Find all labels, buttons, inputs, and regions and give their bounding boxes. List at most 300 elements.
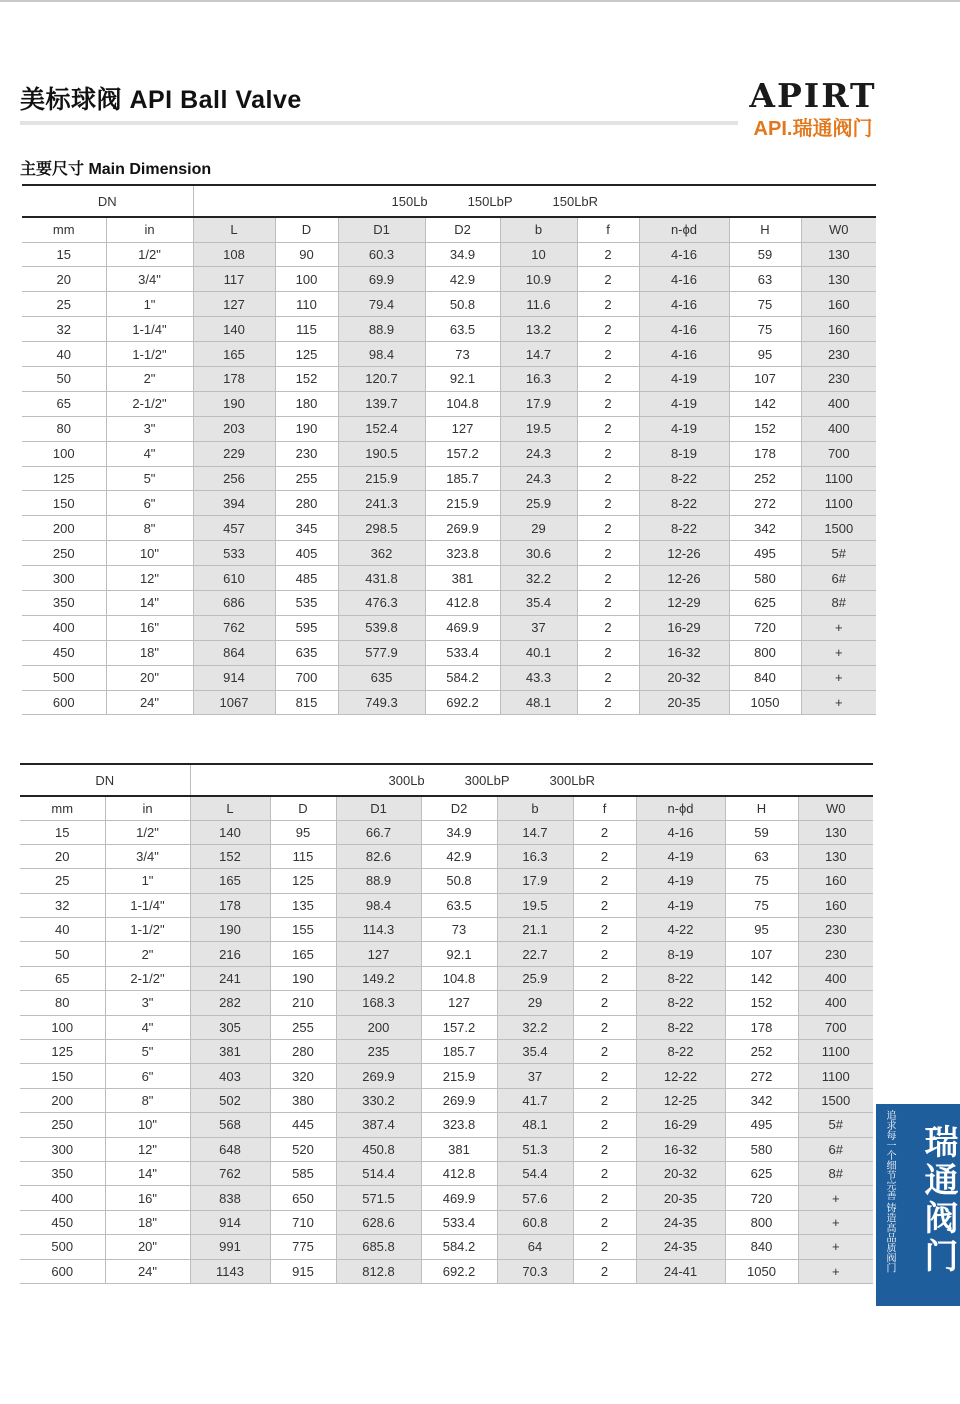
table-cell: 8" [106, 516, 193, 541]
table-cell: 12-25 [636, 1088, 725, 1112]
table-cell: 577.9 [338, 640, 425, 665]
section-title: 主要尺寸 Main Dimension [20, 161, 212, 178]
column-header: in [105, 796, 190, 820]
table-cell: 57.6 [497, 1186, 573, 1210]
column-header: mm [20, 796, 105, 820]
table-row [22, 516, 876, 541]
table-cell: 48.1 [497, 1113, 573, 1137]
dn-header: DN [22, 185, 193, 217]
table-cell: 70.3 [497, 1259, 573, 1283]
pressure-class-label: 300Lb [388, 772, 425, 788]
column-header: n-ϕd [639, 217, 729, 242]
table-cell: 190 [270, 966, 336, 990]
table-cell: 2 [577, 615, 639, 640]
pressure-class-label: 150Lb [391, 193, 428, 209]
table-cell: 125 [275, 342, 338, 367]
table-cell: 762 [190, 1161, 270, 1185]
table-cell: 2 [573, 991, 636, 1015]
table-cell: 210 [270, 991, 336, 1015]
table-cell: 4" [106, 441, 193, 466]
table-cell: 250 [22, 541, 106, 566]
table-cell: 108 [193, 242, 275, 267]
table-cell: 12" [106, 566, 193, 591]
table-cell: 190 [190, 918, 270, 942]
table-cell: 139.7 [338, 391, 425, 416]
table-cell: 19.5 [500, 416, 577, 441]
table-cell: 80 [20, 991, 105, 1015]
table-cell: 120.7 [338, 366, 425, 391]
table-cell: 155 [270, 918, 336, 942]
table-cell: 127 [425, 416, 500, 441]
table-cell: 585 [270, 1161, 336, 1185]
table-cell: 3" [105, 991, 190, 1015]
table-cell: 2" [106, 366, 193, 391]
table-cell: 64 [497, 1235, 573, 1259]
table-cell: 104.8 [421, 966, 497, 990]
table-cell: 107 [729, 366, 801, 391]
table-cell: 255 [275, 466, 338, 491]
table-cell: 230 [275, 441, 338, 466]
table-cell: 635 [338, 665, 425, 690]
table-cell: 815 [275, 690, 338, 715]
table-cell: 157.2 [421, 1015, 497, 1039]
table-cell: 1500 [798, 1088, 873, 1112]
table-cell: 533.4 [425, 640, 500, 665]
table-cell: 1100 [801, 491, 876, 516]
table-cell: 230 [798, 918, 873, 942]
table-cell: 90 [275, 242, 338, 267]
table-cell: 571.5 [336, 1186, 421, 1210]
table-cell: 63.5 [421, 893, 497, 917]
table-cell: 20" [105, 1235, 190, 1259]
table-cell: 3/4" [106, 267, 193, 292]
table-row [20, 1137, 873, 1161]
column-header: n-ϕd [636, 796, 725, 820]
table-cell: 29 [497, 991, 573, 1015]
column-header: f [577, 217, 639, 242]
table-cell: 50.8 [421, 869, 497, 893]
table-cell: 160 [801, 292, 876, 317]
table-cell: 2 [577, 690, 639, 715]
table-cell: 838 [190, 1186, 270, 1210]
title-underline [20, 121, 738, 125]
column-header: W0 [801, 217, 876, 242]
column-header: H [729, 217, 801, 242]
table-cell: 29 [500, 516, 577, 541]
table-cell: 215.9 [421, 1064, 497, 1088]
table-cell: + [801, 640, 876, 665]
table-cell: 12" [105, 1137, 190, 1161]
table-cell: 140 [190, 820, 270, 844]
column-header: mm [22, 217, 106, 242]
table-cell: 42.9 [425, 267, 500, 292]
table-cell: 73 [425, 342, 500, 367]
table-cell: 75 [729, 292, 801, 317]
top-rule [0, 0, 960, 2]
pressure-class-header [190, 764, 873, 796]
table-cell: 685.8 [336, 1235, 421, 1259]
table-cell: 800 [725, 1210, 798, 1234]
table-cell: 1500 [801, 516, 876, 541]
table-cell: 269.9 [421, 1088, 497, 1112]
table-cell: 514.4 [336, 1161, 421, 1185]
table-cell: 125 [20, 1040, 105, 1064]
table-cell: 200 [336, 1015, 421, 1039]
table-header-row [20, 764, 873, 796]
table-cell: 1-1/4" [105, 893, 190, 917]
table-cell: 14.7 [500, 342, 577, 367]
table-cell: 14" [106, 590, 193, 615]
table-cell: 403 [190, 1064, 270, 1088]
table-cell: 323.8 [421, 1113, 497, 1137]
table-cell: 88.9 [336, 869, 421, 893]
table-cell: 66.7 [336, 820, 421, 844]
table-cell: 2" [105, 942, 190, 966]
table-cell: 533.4 [421, 1210, 497, 1234]
table-cell: 650 [270, 1186, 336, 1210]
table-cell: 5# [801, 541, 876, 566]
table-row [22, 441, 876, 466]
table-cell: 342 [729, 516, 801, 541]
logo-subtitle: API.瑞通阀门 [753, 118, 873, 140]
table-cell: 250 [20, 1113, 105, 1137]
table-cell: 6# [801, 566, 876, 591]
table-cell: 60.8 [497, 1210, 573, 1234]
column-header: f [573, 796, 636, 820]
table-cell: 203 [193, 416, 275, 441]
table-cell: 185.7 [425, 466, 500, 491]
table-cell: 812.8 [336, 1259, 421, 1283]
table-cell: 2 [573, 1235, 636, 1259]
table-cell: 43.3 [500, 665, 577, 690]
table-cell: 533 [193, 541, 275, 566]
table-row [20, 1113, 873, 1137]
table-cell: 14" [105, 1161, 190, 1185]
table-cell: 165 [190, 869, 270, 893]
table-cell: 152 [725, 991, 798, 1015]
pressure-class-label: 150LbR [552, 193, 599, 209]
table-cell: 1067 [193, 690, 275, 715]
table-cell: 80 [22, 416, 106, 441]
table-cell: 2 [573, 869, 636, 893]
table-cell: 40.1 [500, 640, 577, 665]
table-cell: 20 [20, 844, 105, 868]
table-cell: 215.9 [338, 466, 425, 491]
side-brand-tab [876, 1104, 960, 1306]
table-cell: 445 [270, 1113, 336, 1137]
table-cell: 2 [577, 665, 639, 690]
table-cell: 2 [577, 317, 639, 342]
table-cell: 63.5 [425, 317, 500, 342]
pressure-class-header [193, 185, 876, 217]
table-cell: 4-16 [639, 342, 729, 367]
table-cell: 485 [275, 566, 338, 591]
table-cell: 8-22 [636, 966, 725, 990]
table-cell: 25.9 [497, 966, 573, 990]
table-cell: 4-19 [636, 893, 725, 917]
column-header: D1 [338, 217, 425, 242]
table-cell: 600 [20, 1259, 105, 1283]
table-cell: 2 [577, 242, 639, 267]
table-cell: 178 [729, 441, 801, 466]
table-cell: 92.1 [425, 366, 500, 391]
table-cell: 117 [193, 267, 275, 292]
table-cell: 100 [20, 1015, 105, 1039]
table-cell: 4" [105, 1015, 190, 1039]
table-cell: 59 [729, 242, 801, 267]
table-cell: 150 [22, 491, 106, 516]
table-cell: 21.1 [497, 918, 573, 942]
table-cell: 2 [573, 1161, 636, 1185]
table-cell: 345 [275, 516, 338, 541]
table-cell: 298.5 [338, 516, 425, 541]
table-cell: 16-32 [636, 1137, 725, 1161]
table-row [20, 966, 873, 990]
column-header-row [22, 217, 876, 242]
table-cell: 280 [275, 491, 338, 516]
table-cell: 2 [577, 391, 639, 416]
table-cell: 387.4 [336, 1113, 421, 1137]
side-slogan: 追求每一个细节完善 铸造高品质阀门 [884, 1110, 895, 1273]
table-header-row [22, 185, 876, 217]
table-cell: 40 [22, 342, 106, 367]
table-cell: 8-22 [636, 991, 725, 1015]
table-cell: 157.2 [425, 441, 500, 466]
table-cell: 1050 [729, 690, 801, 715]
table-cell: 20-32 [639, 665, 729, 690]
table-cell: 469.9 [425, 615, 500, 640]
table-cell: 12-29 [639, 590, 729, 615]
table-cell: + [801, 665, 876, 690]
table-cell: 8-19 [639, 441, 729, 466]
table-cell: 24" [106, 690, 193, 715]
table-cell: 12-22 [636, 1064, 725, 1088]
table-cell: 1/2" [106, 242, 193, 267]
table-cell: 190 [275, 416, 338, 441]
table-row [20, 991, 873, 1015]
table-cell: + [798, 1210, 873, 1234]
table-cell: 229 [193, 441, 275, 466]
table-cell: 342 [725, 1088, 798, 1112]
pressure-class-label: 300LbP [464, 772, 510, 788]
table-cell: 450.8 [336, 1137, 421, 1161]
table-cell: 4-16 [636, 820, 725, 844]
table-row [20, 1015, 873, 1039]
table-cell: 60.3 [338, 242, 425, 267]
table-cell: 168.3 [336, 991, 421, 1015]
table-cell: 88.9 [338, 317, 425, 342]
table-cell: 584.2 [425, 665, 500, 690]
table-cell: 73 [421, 918, 497, 942]
table-cell: 2-1/2" [106, 391, 193, 416]
table-cell: 400 [801, 391, 876, 416]
column-header: D2 [421, 796, 497, 820]
table-cell: 22.7 [497, 942, 573, 966]
table-cell: 8-22 [639, 466, 729, 491]
table-cell: 2 [577, 590, 639, 615]
table-cell: 2 [577, 491, 639, 516]
table-cell: 5" [105, 1040, 190, 1064]
table-row [20, 918, 873, 942]
table-row [22, 292, 876, 317]
table-cell: 165 [193, 342, 275, 367]
table-cell: 269.9 [425, 516, 500, 541]
table-cell: 700 [798, 1015, 873, 1039]
table-cell: 3" [106, 416, 193, 441]
table-cell: 12-26 [639, 566, 729, 591]
table-row [20, 1235, 873, 1259]
column-header: D1 [336, 796, 421, 820]
table-cell: 686 [193, 590, 275, 615]
table-cell: 255 [270, 1015, 336, 1039]
table-cell: 381 [190, 1040, 270, 1064]
table-cell: 495 [729, 541, 801, 566]
brand-logo [746, 76, 880, 149]
table-cell: 457 [193, 516, 275, 541]
table-cell: 450 [22, 640, 106, 665]
table-cell: 2 [573, 1137, 636, 1161]
table-cell: 2 [573, 966, 636, 990]
column-header: L [190, 796, 270, 820]
table-row [22, 466, 876, 491]
table-cell: + [801, 615, 876, 640]
table-cell: 300 [22, 566, 106, 591]
table-cell: 127 [193, 292, 275, 317]
table-row [20, 844, 873, 868]
table-cell: 115 [270, 844, 336, 868]
table-cell: 95 [729, 342, 801, 367]
table-cell: 2 [577, 441, 639, 466]
table-row [22, 267, 876, 292]
column-header: D [275, 217, 338, 242]
table-cell: 16-32 [639, 640, 729, 665]
table-cell: + [801, 690, 876, 715]
table-cell: 4-19 [636, 869, 725, 893]
table-row [20, 1088, 873, 1112]
table-cell: 20-35 [636, 1186, 725, 1210]
table-cell: 16.3 [500, 366, 577, 391]
table-cell: 595 [275, 615, 338, 640]
table-cell: 305 [190, 1015, 270, 1039]
table-cell: 165 [270, 942, 336, 966]
table-cell: 10" [105, 1113, 190, 1137]
table-row [20, 1161, 873, 1185]
table-cell: 63 [729, 267, 801, 292]
table-cell: 35.4 [497, 1040, 573, 1064]
table-row [22, 317, 876, 342]
table-cell: 92.1 [421, 942, 497, 966]
table-cell: 6" [106, 491, 193, 516]
table-cell: 400 [798, 966, 873, 990]
table-row [22, 690, 876, 715]
table-cell: 2 [573, 1064, 636, 1088]
table-cell: 54.4 [497, 1161, 573, 1185]
table-cell: 8-22 [636, 1040, 725, 1064]
table-cell: 15 [20, 820, 105, 844]
table-cell: 4-19 [639, 366, 729, 391]
table-cell: 400 [22, 615, 106, 640]
table-cell: + [798, 1235, 873, 1259]
table-cell: 2 [573, 844, 636, 868]
table-cell: 20-35 [639, 690, 729, 715]
table-cell: 35.4 [500, 590, 577, 615]
table-cell: 500 [22, 665, 106, 690]
table-cell: 2 [577, 292, 639, 317]
table-cell: 185.7 [421, 1040, 497, 1064]
table-cell: 539.8 [338, 615, 425, 640]
table-cell: 2 [573, 942, 636, 966]
column-header: D [270, 796, 336, 820]
table-cell: 1100 [798, 1064, 873, 1088]
table-cell: 125 [270, 869, 336, 893]
table-cell: 2 [573, 820, 636, 844]
dn-header: DN [20, 764, 190, 796]
table-cell: 635 [275, 640, 338, 665]
table-cell: 330.2 [336, 1088, 421, 1112]
table-cell: 34.9 [425, 242, 500, 267]
table-cell: 720 [725, 1186, 798, 1210]
table-cell: 20 [22, 267, 106, 292]
table-cell: 32.2 [500, 566, 577, 591]
table-cell: 24-41 [636, 1259, 725, 1283]
pressure-class-label: 300LbR [549, 772, 596, 788]
table-cell: 178 [193, 366, 275, 391]
table-row [22, 640, 876, 665]
table-cell: 4-19 [639, 391, 729, 416]
dimension-table-300 [20, 763, 873, 1284]
table-cell: 95 [270, 820, 336, 844]
table-cell: 400 [801, 416, 876, 441]
table-cell: 13.2 [500, 317, 577, 342]
table-cell: 37 [497, 1064, 573, 1088]
table-cell: 24.3 [500, 441, 577, 466]
table-cell: 65 [22, 391, 106, 416]
table-cell: 8# [798, 1161, 873, 1185]
table-row [22, 342, 876, 367]
table-cell: 8-19 [636, 942, 725, 966]
table-cell: 6# [798, 1137, 873, 1161]
table-cell: 50 [22, 366, 106, 391]
table-cell: 65 [20, 966, 105, 990]
table-row [20, 1259, 873, 1283]
table-cell: 152 [275, 366, 338, 391]
table-cell: 1" [105, 869, 190, 893]
table-cell: 2 [573, 893, 636, 917]
table-cell: 135 [270, 893, 336, 917]
table-cell: 350 [20, 1161, 105, 1185]
table-row [22, 416, 876, 441]
table-cell: 8# [801, 590, 876, 615]
table-cell: 16" [105, 1186, 190, 1210]
table-cell: 24.3 [500, 466, 577, 491]
column-header: H [725, 796, 798, 820]
table-cell: 1/2" [105, 820, 190, 844]
table-cell: 4-16 [639, 292, 729, 317]
table-cell: 584.2 [421, 1235, 497, 1259]
table-row [20, 942, 873, 966]
table-cell: 104.8 [425, 391, 500, 416]
table-row [22, 491, 876, 516]
table-cell: 610 [193, 566, 275, 591]
pressure-class-label: 150LbP [467, 193, 513, 209]
table-cell: 2 [577, 566, 639, 591]
table-cell: 535 [275, 590, 338, 615]
table-cell: 10" [106, 541, 193, 566]
table-cell: 400 [798, 991, 873, 1015]
table-cell: 710 [270, 1210, 336, 1234]
table-cell: 40 [20, 918, 105, 942]
table-cell: 152 [190, 844, 270, 868]
